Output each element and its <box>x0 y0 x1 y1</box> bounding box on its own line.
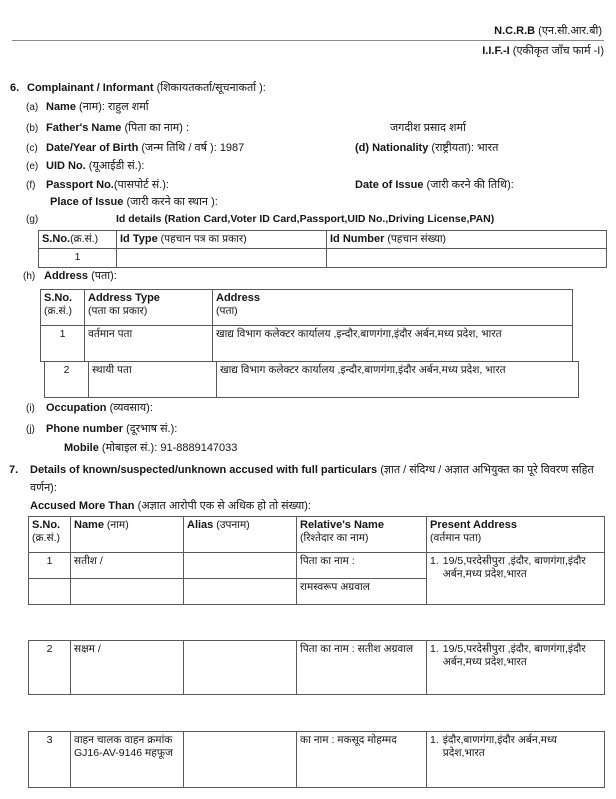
dob-value: 1987 <box>219 142 245 154</box>
item-marker-g: (g) <box>26 214 39 225</box>
addr-row-sno: 1 <box>41 326 85 362</box>
acc-row-address <box>427 553 605 605</box>
ncrb-code-hindi: (एन.सी.आर.बी) <box>538 25 602 37</box>
id-col-type-hi: (पहचान पत्र का प्रकार) <box>160 233 247 245</box>
section-6-title <box>27 81 266 95</box>
addr-row-address: खाद्य विभाग कलेक्टर कार्यालय ,इन्दौर,बाणगंगा,इंदौर अर्बन,मध्य प्रदेश, भारत <box>213 326 573 362</box>
acc-row-alias <box>184 553 297 579</box>
acc-col-relative-en: Relative's Name <box>300 519 384 531</box>
id-col-sno-hi: (क्र.सं.) <box>70 233 99 245</box>
addr-col-address <box>213 290 573 326</box>
table-row <box>29 641 605 695</box>
passport-label: Passport No. <box>46 179 114 191</box>
nationality-row <box>355 141 498 155</box>
mobile-row <box>64 441 237 455</box>
acc-col-sno-hi: (क्र.सं.) <box>32 532 60 544</box>
id-row-sno: 1 <box>39 249 117 268</box>
id-col-sno <box>39 231 117 249</box>
item-marker-d: (d) <box>355 142 370 154</box>
addr-row-sno: 2 <box>45 362 89 398</box>
address-number: 1. <box>430 734 439 746</box>
acc-row-relative-name: रामस्वरूप अग्रवाल <box>297 579 427 605</box>
header-divider <box>12 40 604 41</box>
acc-row-alias <box>184 641 297 695</box>
address-table <box>40 289 573 362</box>
id-details-table <box>38 230 607 268</box>
accused-more-than-row <box>30 499 311 513</box>
date-of-issue-label: Date of Issue <box>355 179 424 191</box>
id-col-number-hi: (पहचान संख्या) <box>387 233 447 245</box>
item-marker-f: (f) <box>26 180 36 191</box>
id-col-sno-en: S.No. <box>42 233 71 245</box>
father-name-row <box>46 121 189 135</box>
acc-row-sno: 1 <box>29 553 71 579</box>
place-of-issue-row <box>50 195 218 209</box>
section-7-number: 7. <box>9 464 19 476</box>
father-name-label: Father's Name <box>46 122 122 134</box>
addr-row-address: खाद्य विभाग कलेक्टर कार्यालय ,इन्दौर,बाणगंगा,इंदौर अर्बन,मध्य प्रदेश, भारत <box>217 362 579 398</box>
nationality-label: Nationality <box>372 142 429 154</box>
addr-col-type <box>85 290 213 326</box>
place-of-issue-label: Place of Issue <box>50 196 124 208</box>
item-marker-i: (i) <box>26 403 35 414</box>
dob-label-hindi: (जन्म तिथि / वर्ष ): <box>141 142 217 154</box>
addr-col-type-hi: (पता का प्रकार) <box>88 305 148 317</box>
relative-label: का नाम : <box>300 734 335 746</box>
iif-code: I.I.F.-I <box>482 45 510 57</box>
address-label-hindi: (पता): <box>91 270 117 282</box>
address-heading <box>44 269 117 283</box>
addr-col-sno-hi: (क्र.सं.) <box>44 305 72 317</box>
place-of-issue-label-hindi: (जारी करने का स्थान ): <box>126 196 218 208</box>
section-7-title <box>30 461 605 497</box>
relative-name: सतीश अग्रवाल <box>357 643 414 655</box>
nationality-value: भारत <box>476 142 499 154</box>
acc-col-name-hi: (नाम) <box>106 519 129 531</box>
father-name-value: जगदीश प्रसाद शर्मा <box>390 122 466 134</box>
acc-col-address-en: Present Address <box>430 519 518 531</box>
table-row <box>29 553 605 579</box>
date-of-issue-label-hindi: (जारी करने की तिथि): <box>426 179 514 191</box>
acc-col-name <box>71 517 184 553</box>
item-marker-h: (h) <box>23 271 36 282</box>
name-label-hindi: (नाम): <box>79 101 105 113</box>
table-row <box>39 249 607 268</box>
acc-row-sno: 3 <box>29 732 71 788</box>
ncrb-header <box>494 24 602 38</box>
acc-row-relative-label: पिता का नाम : <box>297 553 427 579</box>
uid-label-hindi: (यूआईडी सं.): <box>88 160 145 172</box>
name-label: Name <box>46 101 76 113</box>
acc-col-sno <box>29 517 71 553</box>
passport-row <box>46 178 169 192</box>
accused-header-row <box>29 517 605 553</box>
id-row-number <box>327 249 607 268</box>
iif-code-hindi: (एकीकृत जाँच फार्म -I) <box>512 45 604 57</box>
item-marker-e: (e) <box>26 161 39 172</box>
occupation-label-hindi: (व्यवसाय): <box>109 402 153 414</box>
occupation-row <box>46 401 153 415</box>
accused-table-row-3 <box>28 731 605 788</box>
address-header-row <box>41 290 573 326</box>
iif-header <box>482 44 604 58</box>
father-name-label-hindi: (पिता का नाम) : <box>124 122 190 134</box>
section-6-title-hindi: (शिकायतकर्ता/सूचनाकर्ता ): <box>156 82 266 94</box>
acc-row-name-sub <box>71 579 184 605</box>
acc-col-relative-hi: (रिश्तेदार का नाम) <box>300 532 369 544</box>
uid-label: UID No. <box>46 160 86 172</box>
addr-col-sno-en: S.No. <box>44 292 73 304</box>
acc-col-relative <box>297 517 427 553</box>
relative-name: मकसूद मोहम्मद <box>337 734 397 746</box>
address-text: इंदौर,बाणगंगा,इंदौर अर्बन,मध्य प्रदेश,भारत <box>442 734 557 759</box>
address-text: 19/5,परदेसीपुरा ,इंदौर, बाणगंगा,इंदौर अर्बन,मध्य प्रदेश,भारत <box>442 555 586 580</box>
addr-col-sno <box>41 290 85 326</box>
acc-row-relative <box>297 641 427 695</box>
acc-row-sno: 2 <box>29 641 71 695</box>
section-7-title-hindi: (ज्ञात / संदिग्ध / अज्ञात अभियुक्त का पूरे विवरण सहित वर्णन): <box>30 464 594 494</box>
section-6-title-english: Complainant / Informant <box>27 82 154 94</box>
acc-col-address-hi: (वर्तमान पता) <box>430 532 482 544</box>
address-table-continued <box>44 361 579 398</box>
address-number: 1. <box>430 643 439 655</box>
acc-col-name-en: Name <box>74 519 104 531</box>
complainant-name-value: राहुल शर्मा <box>108 101 149 113</box>
acc-row-address <box>427 641 605 695</box>
addr-col-type-en: Address Type <box>88 292 160 304</box>
id-col-number-en: Id Number <box>330 233 385 245</box>
accused-more-than-label-hindi: (अज्ञात आरोपी एक से अधिक हो तो संख्या): <box>137 500 311 512</box>
id-col-number <box>327 231 607 249</box>
passport-label-hindi: (पासपोर्ट सं.): <box>113 179 169 191</box>
id-details-header-row <box>39 231 607 249</box>
dob-row <box>46 141 244 155</box>
accused-table-row-2 <box>28 640 605 695</box>
phone-label-hindi: (दूरभाष सं.): <box>126 423 178 435</box>
id-col-type-en: Id Type <box>120 233 158 245</box>
mobile-label: Mobile <box>64 442 99 454</box>
id-col-type <box>117 231 327 249</box>
acc-row-relative <box>297 732 427 788</box>
accused-more-than-label: Accused More Than <box>30 500 135 512</box>
acc-col-alias-en: Alias <box>187 519 214 531</box>
nationality-label-hindi: (राष्ट्रीयता): <box>431 142 474 154</box>
address-number: 1. <box>430 555 439 567</box>
acc-col-sno-en: S.No. <box>32 519 61 531</box>
addr-col-address-en: Address <box>216 292 261 304</box>
acc-row-name: वाहन चालक वाहन क्रमांक GJ16-AV-9146 महफूज <box>71 732 184 788</box>
acc-col-alias-hi: (उपनाम) <box>216 519 250 531</box>
complainant-name-row <box>46 100 149 114</box>
addr-row-type: वर्तमान पता <box>85 326 213 362</box>
phone-label: Phone number <box>46 423 124 435</box>
acc-col-alias <box>184 517 297 553</box>
acc-row-name: सक्षम / <box>71 641 184 695</box>
acc-row-sno-sub <box>29 579 71 605</box>
phone-row <box>46 422 177 436</box>
addr-col-address-hi: (पता) <box>216 305 238 317</box>
table-row <box>29 732 605 788</box>
date-of-issue-row <box>355 178 514 192</box>
acc-col-address <box>427 517 605 553</box>
item-marker-j: (j) <box>26 424 35 435</box>
acc-row-address <box>427 732 605 788</box>
acc-row-alias <box>184 732 297 788</box>
mobile-value: 91-8889147033 <box>160 442 238 454</box>
address-label: Address <box>44 270 89 282</box>
section-6-number: 6. <box>10 82 20 94</box>
dob-label: Date/Year of Birth <box>46 142 139 154</box>
id-row-type <box>117 249 327 268</box>
table-row <box>45 362 579 398</box>
address-text: 19/5,परदेसीपुरा ,इंदौर, बाणगंगा,इंदौर अर्बन,मध्य प्रदेश,भारत <box>442 643 586 668</box>
acc-row-name: सतीश / <box>71 553 184 579</box>
ncrb-code: N.C.R.B <box>494 25 536 37</box>
acc-row-alias-sub <box>184 579 297 605</box>
item-marker-c: (c) <box>26 143 38 154</box>
mobile-label-hindi: (मोबाइल सं.): <box>101 442 158 454</box>
id-details-label: Id details (Ration Card,Voter ID Card,Passport,UID No.,Driving License,PAN) <box>116 213 495 225</box>
accused-table <box>28 516 605 605</box>
section-7-title-english: Details of known/suspected/unknown accused with full particulars <box>30 464 378 476</box>
item-marker-a: (a) <box>26 102 39 113</box>
item-marker-b: (b) <box>26 123 39 134</box>
uid-row <box>46 159 144 173</box>
addr-row-type: स्थायी पता <box>89 362 217 398</box>
occupation-label: Occupation <box>46 402 107 414</box>
table-row <box>41 326 573 362</box>
relative-label: पिता का नाम : <box>300 643 355 655</box>
